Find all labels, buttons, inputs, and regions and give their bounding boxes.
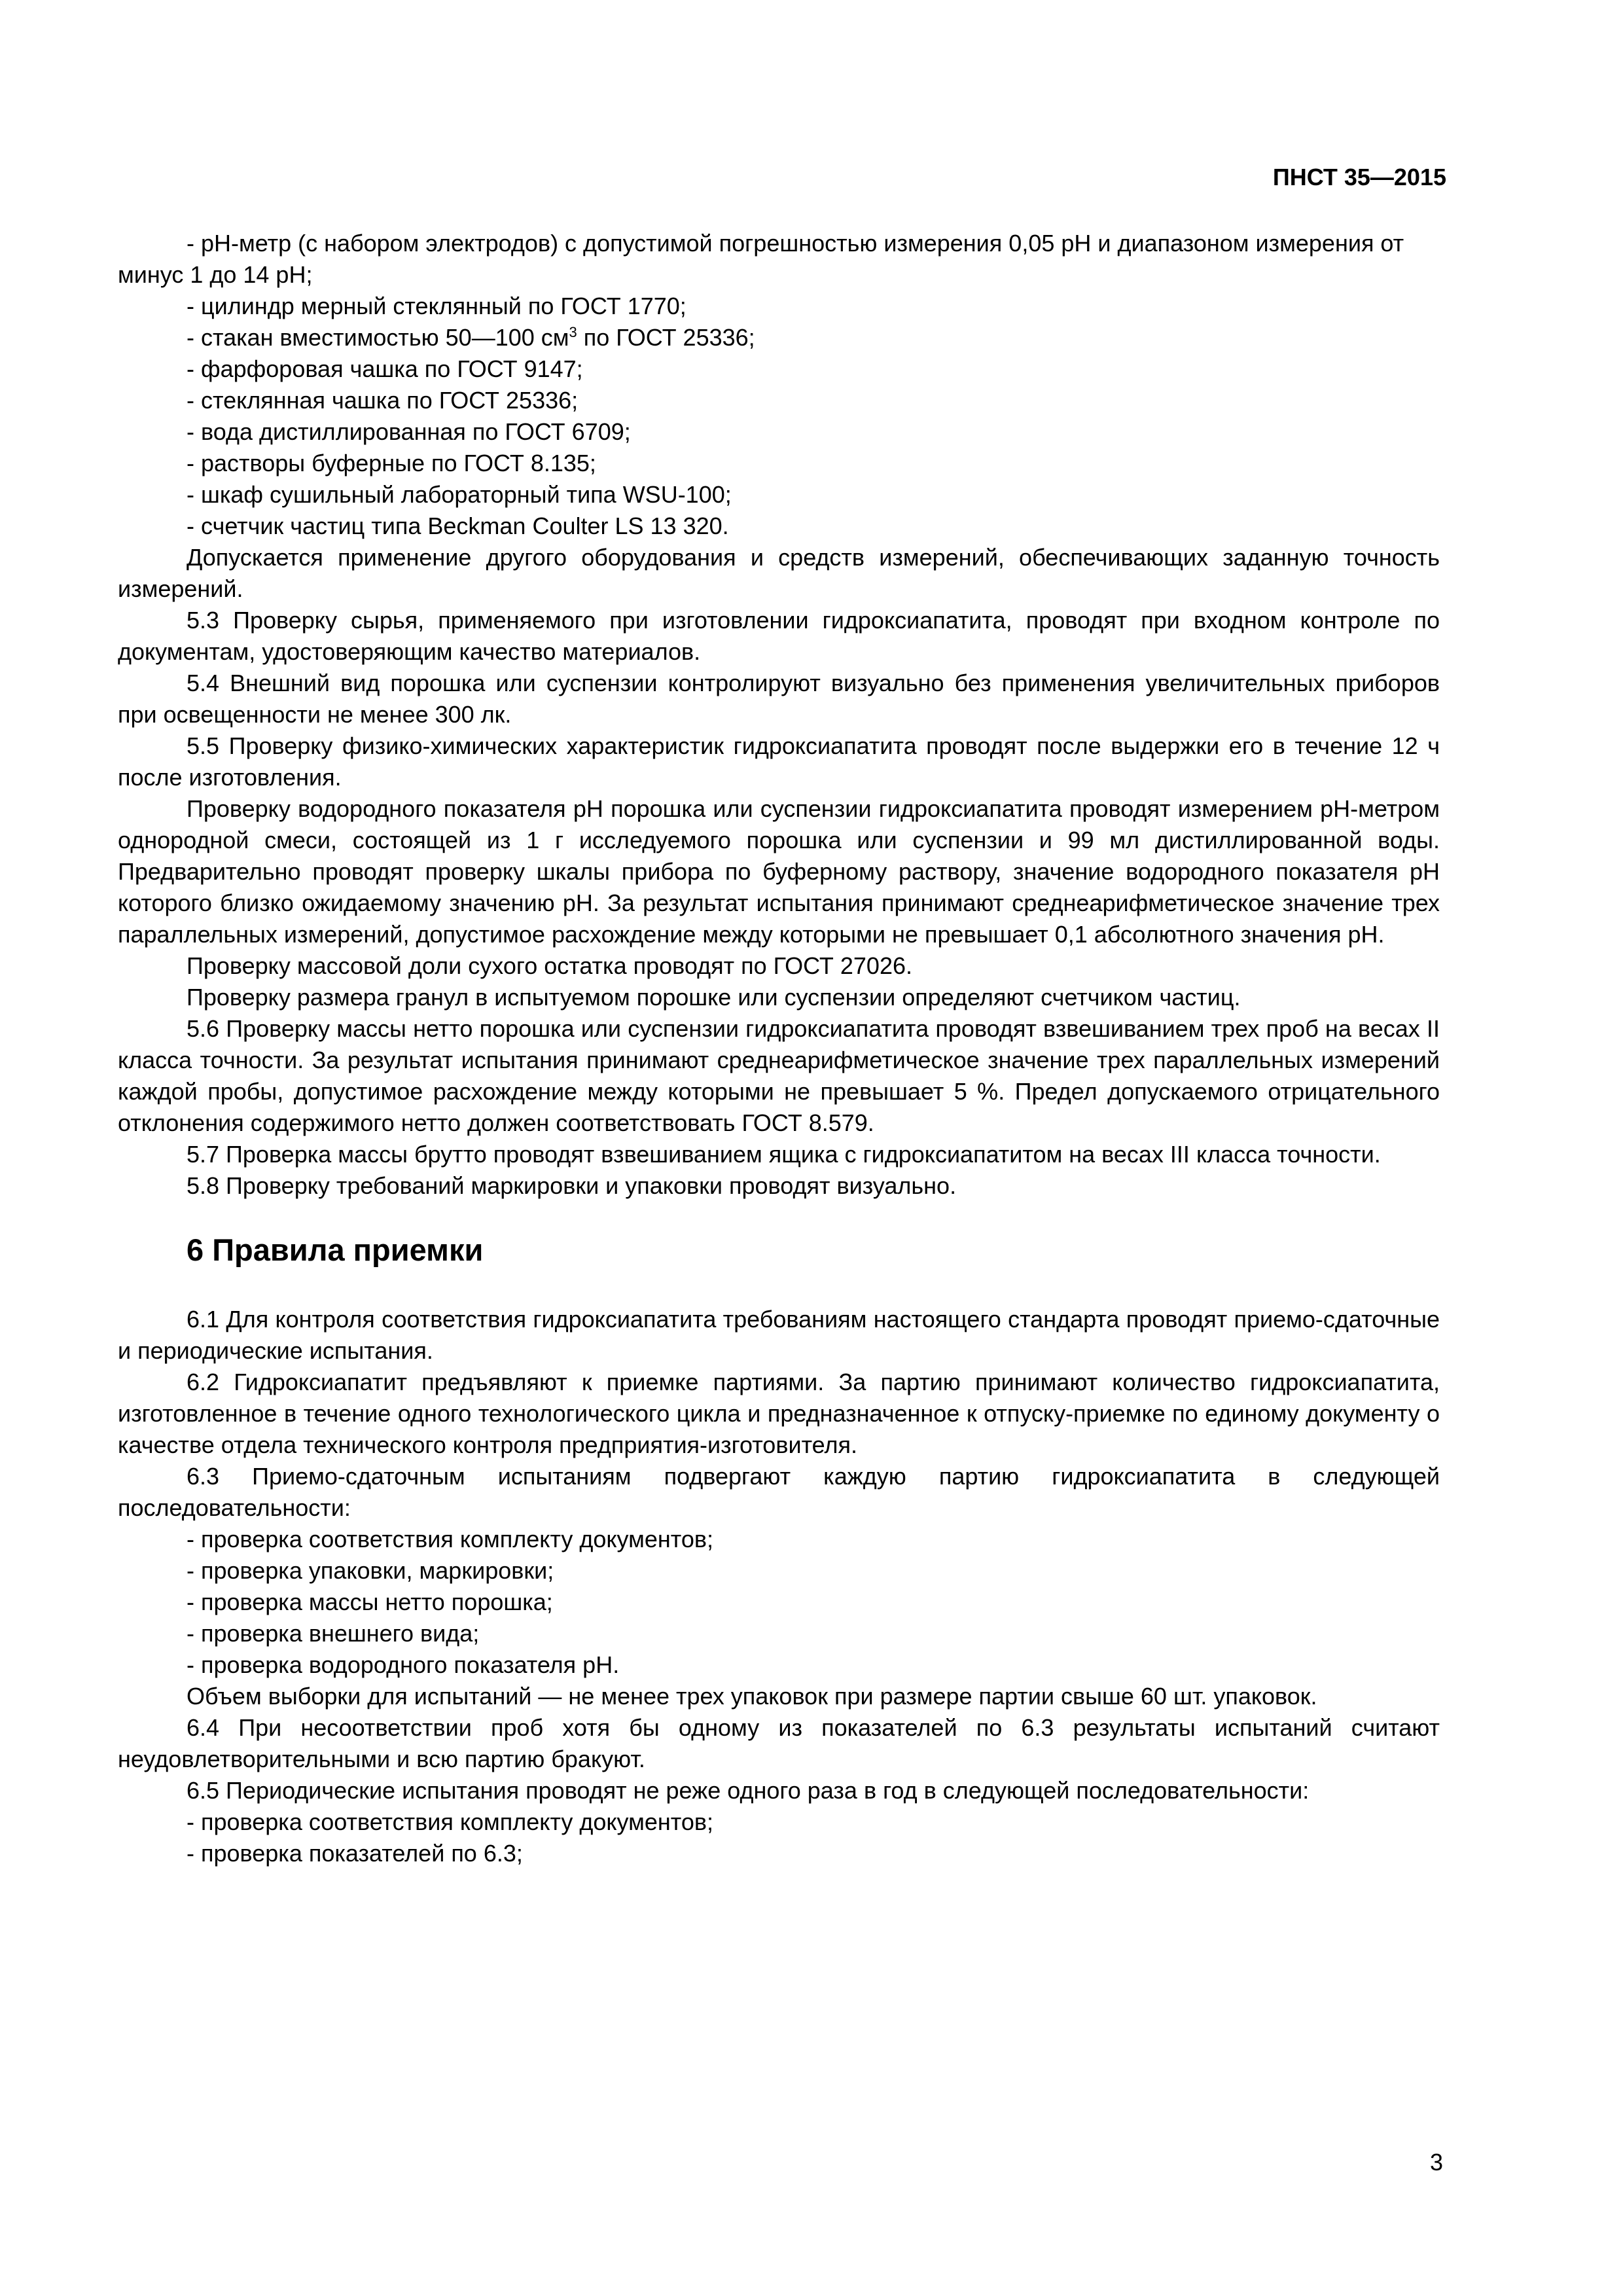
paragraph-6-1: 6.1 Для контроля соответствия гидроксиапатита требованиям настоящего стандарта проводят приемо-сдаточные и периодические испытания. (118, 1306, 1440, 1364)
periodic-check-item: - проверка соответствия комплекту документов; (187, 1808, 714, 1835)
equipment-item: - счетчик частиц типа Beckman Coulter LS 13 320. (187, 512, 729, 539)
paragraph-6-4: 6.4 При несоответствии проб хотя бы одному из показателей по 6.3 результаты испытаний считают неудовлетворительными и всю партию бракуют. (118, 1714, 1440, 1772)
document-code: ПНСТ 35—2015 (1272, 164, 1446, 190)
acceptance-check-item: - проверка водородного показателя рН. (187, 1651, 620, 1678)
acceptance-check-item: - проверка упаковки, маркировки; (187, 1557, 554, 1584)
paragraph-6-5: 6.5 Периодические испытания проводят не реже одного раза в год в следующей последовательности: (187, 1777, 1310, 1804)
paragraph-5-8: 5.8 Проверку требований маркировки и упаковки проводят визуально. (187, 1172, 957, 1199)
equipment-item: - вода дистиллированная по ГОСТ 6709; (187, 418, 631, 445)
paragraph-6-3: 6.3 Приемо-сдаточным испытаниям подвергают каждую партию гидроксиапатита в следующей последовательности: (118, 1463, 1440, 1521)
section-heading-6: 6 Правила приемки (187, 1232, 484, 1267)
acceptance-check-item: - проверка массы нетто порошка; (187, 1588, 553, 1615)
paragraph-5-6: 5.6 Проверку массы нетто порошка или суспензии гидроксиапатита проводят взвешиванием трех проб на весах II класса точности. За результат испытания принимают среднеарифметическое значение трех параллельных измерений каждой пробы, допустимое расхождение между которыми не превышает 5 %. Предел допускаемого отрицательного отклонения содержимого нетто должен соответствовать ГОСТ 8.579. (118, 1015, 1440, 1136)
beaker-text: - стакан вместимостью 50—100 см (187, 324, 569, 351)
acceptance-check-item: - проверка соответствия комплекту документов; (187, 1526, 714, 1552)
paragraph-5-7: 5.7 Проверка массы брутто проводят взвешиванием ящика с гидроксиапатитом на весах III класса точности. (187, 1141, 1381, 1168)
paragraph-alternative-equipment: Допускается применение другого оборудования и средств измерений, обеспечивающих заданную точность измерений. (118, 544, 1440, 602)
paragraph-6-2: 6.2 Гидроксиапатит предъявляют к приемке партиями. За партию принимают количество гидроксиапатита, изготовленное в течение одного технологического цикла и предназначенное к отпуску-приемке по единому документу о качестве отдела технического контроля предприятия-изготовителя. (118, 1369, 1440, 1458)
paragraph-granule-size: Проверку размера гранул в испытуемом порошке или суспензии определяют счетчиком частиц. (187, 984, 1241, 1011)
paragraph-5-3: 5.3 Проверку сырья, применяемого при изготовлении гидроксиапатита, проводят при входном контроле по документам, удостоверяющим качество материалов. (118, 607, 1440, 665)
equipment-item: - фарфоровая чашка по ГОСТ 9147; (187, 355, 583, 382)
equipment-item: - цилиндр мерный стеклянный по ГОСТ 1770; (187, 293, 687, 319)
beaker-superscript: 3 (569, 324, 577, 340)
page-number: 3 (1429, 2149, 1443, 2176)
paragraph-ph-check: Проверку водородного показателя рН порошка или суспензии гидроксиапатита проводят измерением рН-метром однородной смеси, состоящей из 1 г исследуемого порошка или суспензии и 99 мл дистиллированной воды. Предварительно проводят проверку шкалы прибора по буферному раствору, значение водородного показателя рН которого близко ожидаемому значению рН. За результат испытания принимают среднеарифметическое значение трех параллельных измерений, допустимое расхождение между которыми не превышает 0,1 абсолютного значения рН. (118, 795, 1440, 948)
equipment-item: - растворы буферные по ГОСТ 8.135; (187, 450, 596, 476)
equipment-item: - рН-метр (с набором электродов) с допустимой погрешностью измерения 0,05 рН и диапазоном измерения от минус 1 до 14 рН; (118, 230, 1404, 288)
paragraph-5-5: 5.5 Проверку физико-химических характеристик гидроксиапатита проводят после выдержки его в течение 12 ч после изготовления. (118, 732, 1440, 791)
equipment-item: - шкаф сушильный лабораторный типа WSU-100; (187, 481, 732, 508)
paragraph-5-4: 5.4 Внешний вид порошка или суспензии контролируют визуально без применения увеличительных приборов при освещенности не менее 300 лк. (118, 670, 1440, 728)
beaker-text-end: по ГОСТ 25336; (577, 324, 755, 351)
equipment-item-beaker (118, 322, 1440, 353)
periodic-check-item: - проверка показателей по 6.3; (187, 1840, 523, 1867)
paragraph-dry-residue: Проверку массовой доли сухого остатка проводят по ГОСТ 27026. (187, 952, 912, 979)
paragraph-sample-size: Объем выборки для испытаний — не менее трех упаковок при размере партии свыше 60 шт. упаковок. (187, 1683, 1317, 1710)
page-body (118, 228, 1440, 1869)
equipment-item: - стеклянная чашка по ГОСТ 25336; (187, 387, 579, 414)
acceptance-check-item: - проверка внешнего вида; (187, 1620, 480, 1647)
